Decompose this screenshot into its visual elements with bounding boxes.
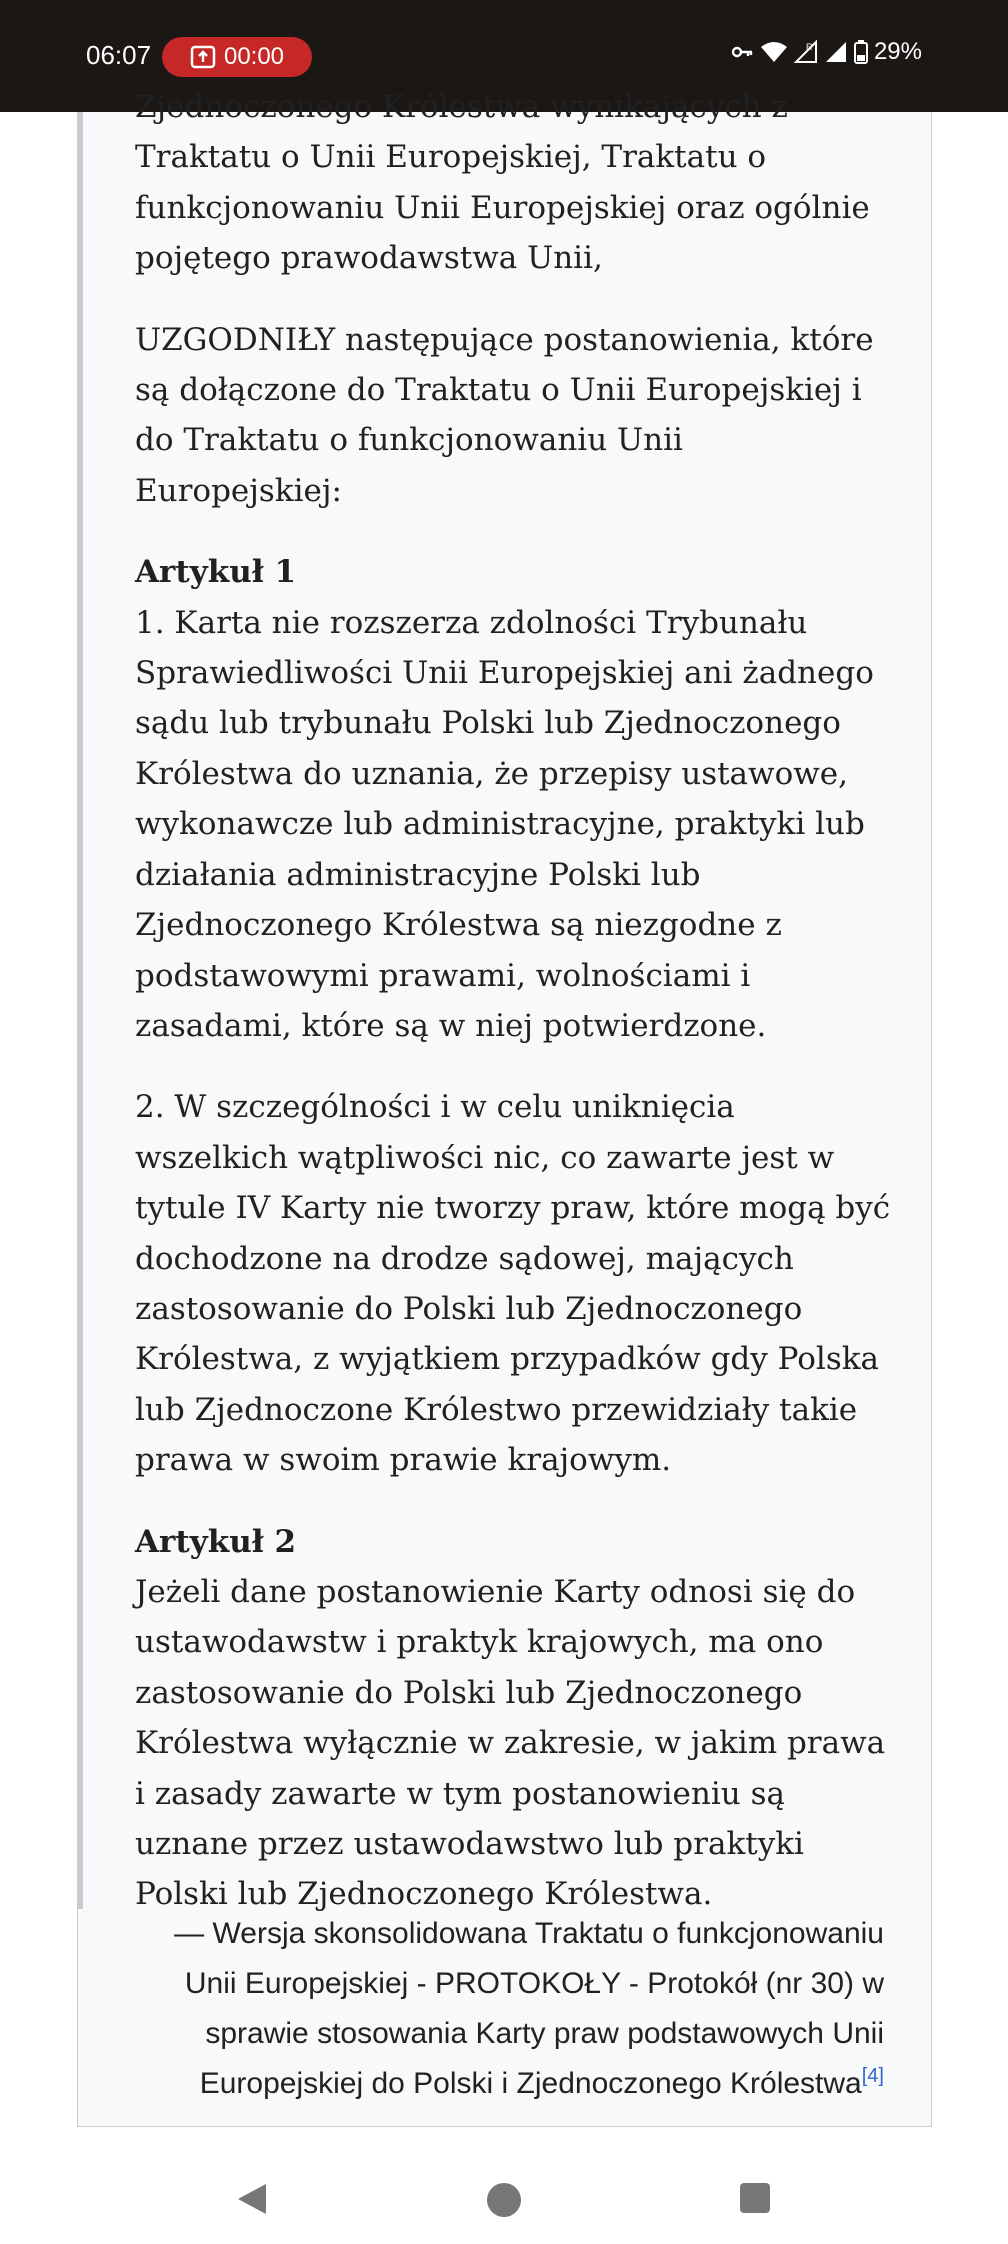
- status-icons: [730, 38, 922, 66]
- battery-level: 29%: [873, 38, 922, 65]
- blockquote: [135, 82, 895, 1951]
- article-1-paragraph-2: 2. W szczególności i w celu uniknięcia wszelkich wątpliwości nic, co zawarte jest w tytule IV Karty nie tworzy praw, które mogą być dochodzone na drodze sądowej, mających zastosowanie do Polski lub Zjednoczonego Królestwa, z wyjątkiem przypadków gdy Polska lub Zjednoczone Królestwo przewidziały takie prawa w swoim prawie krajowym.: [135, 1089, 891, 1479]
- screen-record-chip[interactable]: [162, 37, 312, 77]
- quote-bar: [78, 112, 83, 1909]
- citation-text: — Wersja skonsolidowana Traktatu o funkcjonowaniu Unii Europejskiej - PROTOKOŁY - Protokół (nr 30) w sprawie stosowania Karty praw podstawowych Unii Europejskiej do Polski i Zjednoczonego Królestwa: [174, 1917, 884, 2100]
- article-1-paragraph-1: 1. Karta nie rozszerza zdolności Trybunału Sprawiedliwości Unii Europejskiej ani żadnego sądu lub trybunału Polski lub Zjednoczonego Królestwa do uznania, że przepisy ustawowe, wykonawcze lub administracyjne, praktyki lub działania administracyjne Polski lub Zjednoczonego Królestwa są niezgodne z podstawowymi prawami, wolnościami i zasadami, które są w niej potwierdzone.: [135, 604, 874, 1044]
- vpn-key-icon: [730, 40, 754, 64]
- paragraph-intro: Zjednoczonego Królestwa wynikających z Traktatu o Unii Europejskiej, Traktatu o funkcjonowaniu Unii Europejskiej oraz ogólnie pojętego prawodawstwa Unii,: [135, 89, 870, 277]
- screen-record-icon: [190, 44, 216, 70]
- wifi-icon: [760, 40, 788, 64]
- svg-text:R: R: [805, 42, 813, 52]
- article-2-paragraph-1: Jeżeli dane postanowienie Karty odnosi się do ustawodawstw i praktyk krajowych, ma ono zastosowanie do Polski lub Zjednoczonego Królestwa wyłącznie w zakresie, w jakim prawa i zasady zawarte w tym postanowieniu są uznane przez ustawodawstwo lub praktyki Polski lub Zjednoczonego Królestwa.: [135, 1573, 886, 1913]
- quote-citation: [158, 1909, 884, 2109]
- status-time: 06:07: [86, 40, 152, 70]
- record-timer: 00:00: [223, 43, 285, 70]
- article-1: [135, 547, 895, 1051]
- article-2: [135, 1517, 895, 1920]
- signal-r-icon: [794, 40, 818, 64]
- signal-icon: [824, 40, 848, 64]
- reference-link[interactable]: [4]: [861, 2065, 884, 2087]
- recents-icon[interactable]: [739, 2182, 771, 2218]
- home-icon[interactable]: [486, 2182, 522, 2222]
- paragraph-agreed: UZGODNIŁY następujące postanowienia, które są dołączone do Traktatu o Unii Europejskiej i do Traktatu o funkcjonowaniu Unii Europejskiej:: [135, 321, 874, 509]
- battery-icon: [854, 40, 868, 64]
- article-1-heading: Artykuł 1: [135, 554, 297, 591]
- back-icon[interactable]: [236, 2182, 268, 2220]
- navigation-bar: [0, 2127, 1008, 2244]
- quote-box: [77, 89, 932, 2127]
- article-2-heading: Artykuł 2: [135, 1523, 297, 1560]
